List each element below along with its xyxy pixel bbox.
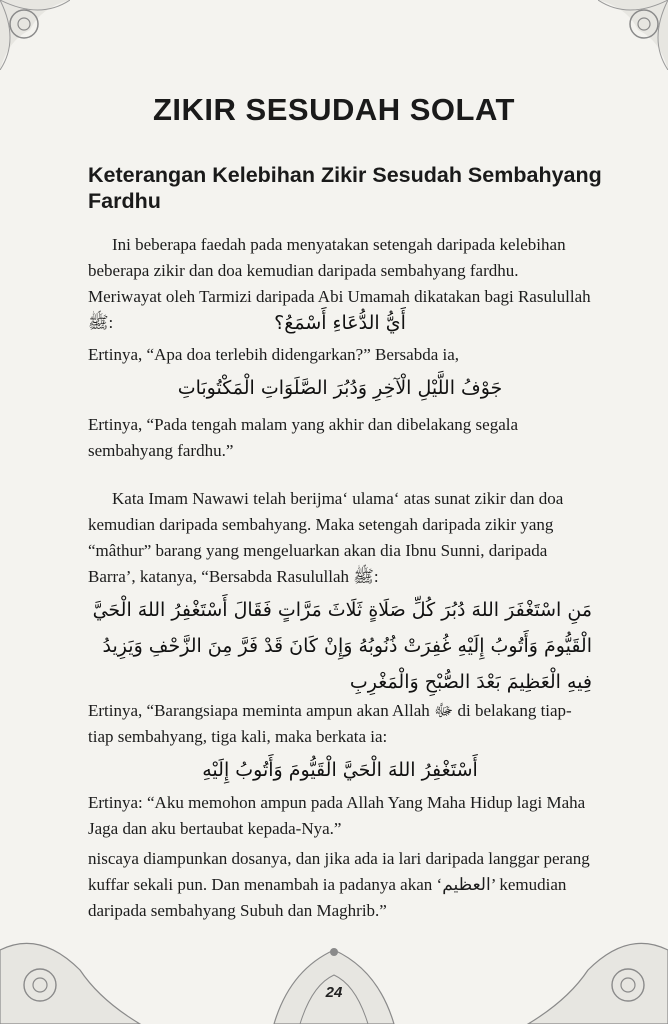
paragraph-intro: Ini beberapa faedah pada menyatakan setengah daripada kelebihan beberapa zikir dan doa kemudian daripada sembahyang fardhu. Meriwayat oleh Tarmizi daripada Abi Umamah dikatakan bagi Rasulullah ﷺ: bbox=[88, 235, 591, 332]
translation-answer: Ertinya, “Pada tengah malam yang akhir dan dibelakang segala sembahyang fardhu.” bbox=[88, 415, 519, 460]
arabic-question: أَيُّ الدُّعَاءِ أَسْمَعُ؟ bbox=[274, 312, 406, 334]
translation-istighfar: Ertinya: “Aku memohon ampun pada Allah Yang Maha Hidup lagi Maha Jaga dan aku bertaubat kepada-Nya.” bbox=[88, 793, 586, 838]
section-heading: Keterangan Kelebihan Zikir Sesudah Sembahyang Fardhu bbox=[88, 163, 602, 213]
paragraph-nawawi: Kata Imam Nawawi telah berijma‘ ulama‘ atas sunat zikir dan doa kemudian daripada sembahyang. Maka setengah daripada zikir yang “mâthur” barang yang mengeluarkan akan dia Ibnu Sunni, daripada Barra’, katanya, “Bersabda Rasulullah ﷺ: bbox=[88, 489, 564, 586]
arabic-answer: جَوْفُ اللَّيْلِ الْآخِرِ وَدُبُرَ الصَّلَوَاتِ الْمَكْتُوبَاتِ bbox=[177, 377, 503, 399]
corner-ornament-top-left bbox=[0, 0, 70, 70]
paragraph-conclusion: niscaya diampunkan dosanya, dan jika ada ia lari daripada langgar perang kuffar sekali pun. Dan menambah ia padanya akan ‘العظيم’ kemudian daripada sembahyang Subuh dan Maghrib.” bbox=[88, 849, 590, 920]
arabic-istighfar: أَسْتَغْفِرُ اللهَ الْحَيَّ الْقَيُّومَ وَأَتُوبُ إِلَيْهِ bbox=[202, 759, 478, 781]
page-title: ZIKIR SESUDAH SOLAT bbox=[153, 92, 515, 127]
translation-hadith: Ertinya, “Barangsiapa meminta ampun akan Allah ﷻ di belakang tiap-tiap sembahyang, tiga kali, maka berkata ia: bbox=[88, 701, 572, 746]
translation-question: Ertinya, “Apa doa terlebih didengarkan?” Bersabda ia, bbox=[88, 345, 460, 364]
bottom-ornament bbox=[0, 930, 668, 1024]
arabic-hadith: مَنِ اسْتَغْفَرَ اللهَ دُبُرَ كُلِّ صَلَاةٍ ثَلَاثَ مَرَّاتٍ فَقَالَ أَسْتَغْفِرُ اللهَ الْحَيَّ الْقَيُّومَ وَأَتُوبُ إِلَيْهِ غُفِرَتْ ذُنُوبُهُ وَإِنْ كَانَ قَدْ فَرَّ مِنَ الزَّحْفِ وَيَزِيدُ فِيهِ الْعَظِيمَ بَعْدَ الصُّبْحِ وَالْمَغْرِبِ bbox=[92, 599, 592, 693]
page-number: 24 bbox=[325, 984, 343, 1001]
corner-ornament-top-right bbox=[598, 0, 668, 70]
